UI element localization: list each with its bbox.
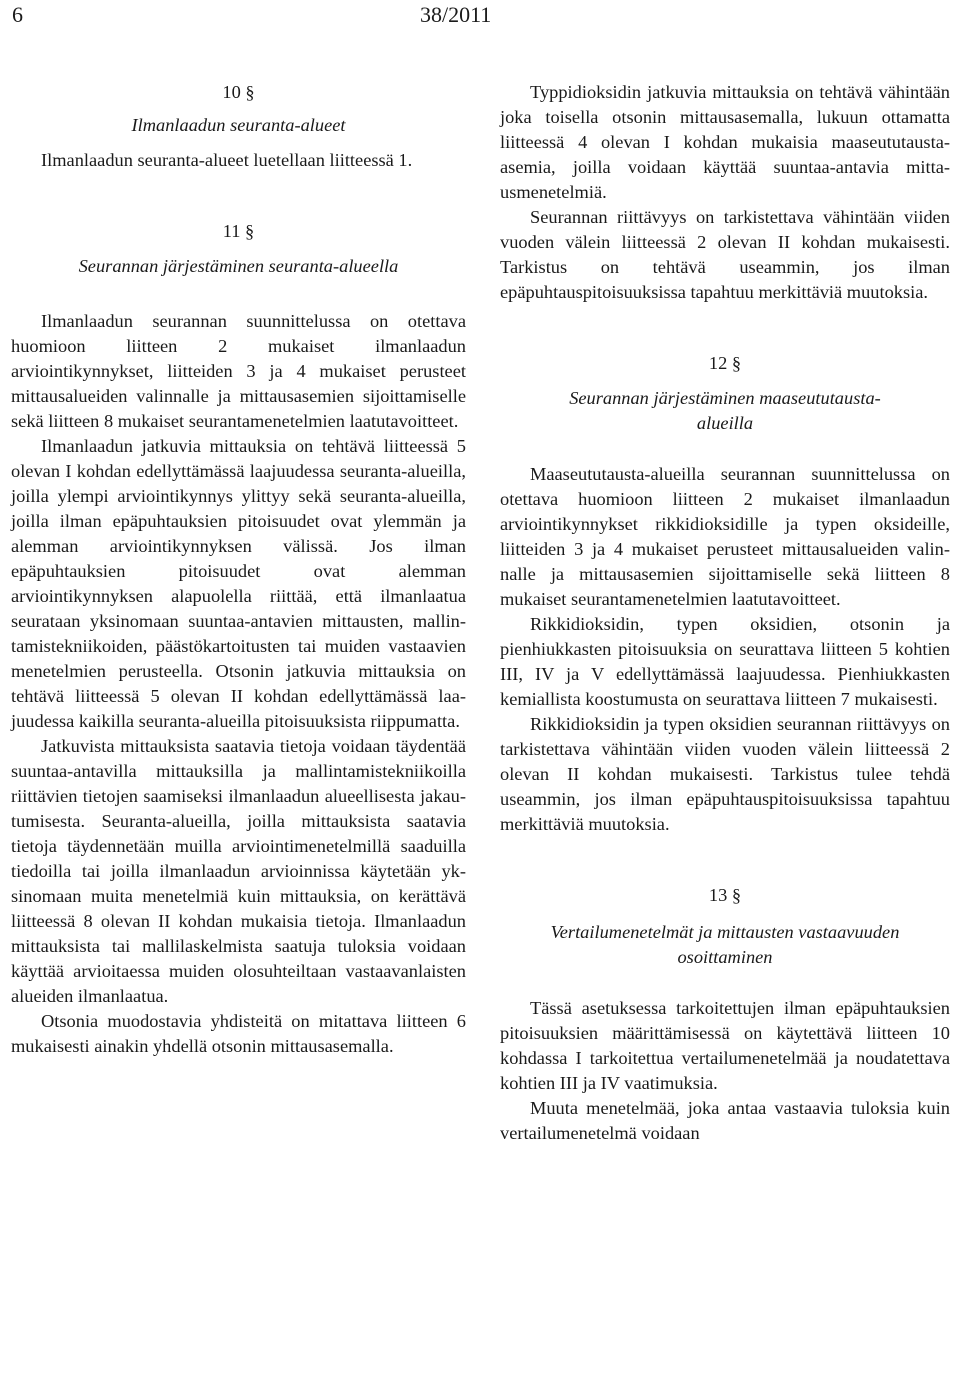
section-11-paragraph-5: Typpidioksidin jatkuvia mittauksia on tehtävä vähintään joka toisella otsonin mittausasemalla, lukuun ottamatta liitteessä 4 olevan I kohdan mukaisia maaseututausta-asemia, joilla voidaan käyttää suuntaa-antavia mittausmenetelmiä.	[500, 82, 950, 202]
section-12-paragraph-3: Rikkidioksidin ja typen oksidien seurannan riittävyys on tarkistettava vähintään viiden vuoden välein liitteessä 2 olevan II kohdan mukaisesti. Tarkistus tulee tehdä useammin, jos ilman epäpuhtauspitoisuuksissa tapahtuu merkittäviä muutoksia.	[500, 714, 950, 834]
section-11-heading: 11 §	[222, 221, 255, 241]
section-10-heading: 10 §	[222, 82, 255, 102]
section-13-paragraph-1: Tässä asetuksessa tarkoitettujen ilman epäpuhtauksien pitoisuuksien määrittämisessä on käytettävä liitteen 10 kohdassa I tarkoitettua vertailumenetelmää ja noudatettava kohtien III ja IV vaatimuksia.	[500, 998, 950, 1093]
section-11-paragraph-3: Jatkuvista mittauksista saatavia tietoja voidaan täydentää suuntaa-antavilla mittauksilla ja mallintamistekniikoilla riittävien tietojen saamiseksi ilmanlaadun alueellisesta jakautumisesta. Seuranta-alueilla, joilla mittauksista saatavia tietoja täydennetään muilla arviointimenetelmillä saaduilla tiedoilla tai joilla ilmanlaadun arvioinnissa käytetään yksinomaan muita menetelmiä kuin mittauksia, on kerättävä liitteessä 8 olevan II kohdan mukaisia tietoja. Ilmanlaadun mittauksista tai mallilaskelmista saatuja tuloksia voidaan käyttää arvioitaessa muiden olosuhteiltaan vastaavanlaisten alueiden ilmanlaatua.	[11, 736, 466, 1006]
page-header	[0, 0, 960, 34]
section-11-paragraph-2: Ilmanlaadun jatkuvia mittauksia on tehtävä liitteessä 5 olevan I kohdan edellyttämässä laajuudessa seuranta-alueilla, joilla ylempi arviointikynnys ylittyy sekä seuranta-alueilla, joilla ilman epäpuhtauksien pitoisuudet ovat ylemmän ja alemman arviointikynnyksen välissä. Jos ilman epäpuhtauksien pitoisuudet ovat alemman arviointikynnyksen alapuolella riittää, että ilmanlaatua seurataan yksinomaan suuntaa-antavien mittausten, mallintamistekniikoiden, päästökartoitusten tai muiden vastaavien menetelmien perusteella. Otsonin jatkuvia mittauksia on tehtävä liitteessä 5 olevan II kohdan edellyttämässä laajuudessa kaikilla seuranta-alueilla pitoisuuksista riippumatta.	[11, 436, 466, 731]
section-10-paragraph: Ilmanlaadun seuranta-alueet luetellaan liitteessä 1.	[41, 150, 413, 170]
section-13-paragraph-2: Muuta menetelmää, joka antaa vastaavia tuloksia kuin vertailumenetelmä voidaan	[500, 1098, 950, 1143]
section-11-paragraph-4: Otsonia muodostavia yhdisteitä on mitattava liitteen 6 mukaisesti ainakin yhdellä otsonin mittausasemalla.	[11, 1011, 466, 1056]
section-12-heading: 12 §	[708, 353, 742, 373]
page-number: 6	[12, 2, 23, 27]
right-column	[500, 80, 950, 1146]
section-13-title: Vertailumenetelmät ja mittausten vastaavuuden osoittaminen	[550, 922, 900, 967]
section-10-title: Ilmanlaadun seuranta-alueet	[131, 115, 346, 135]
section-12-paragraph-1: Maaseututausta-alueilla seurannan suunnittelussa on otettava huomioon liitteen 2 mukaiset ilmanlaadun arviointikynnykset rikkidioksidille ja typen oksideille, liitteiden 3 ja 4 mukaiset perusteet mittausalueiden valinnalle ja mittausasemien sijoittamiselle sekä liitteen 8 mukaiset seurantamenetelmien laatutavoitteet.	[500, 464, 950, 609]
section-13-heading: 13 §	[708, 885, 742, 905]
section-11-paragraph-1: Ilmanlaadun seurannan suunnittelussa on otettava huomioon liitteen 2 mukaiset ilmanlaadun arviointikynnykset, liitteiden 3 ja 4 mukaiset perusteet mittausalueiden valinnalle ja mittausasemien sijoittamiselle sekä liitteen 8 mukaiset seurantamenetelmien laatutavoitteet.	[11, 311, 466, 431]
section-12-title: Seurannan järjestäminen maaseututaustaalueilla	[569, 388, 881, 433]
section-11-title: Seurannan järjestäminen seuranta-alueella	[78, 256, 399, 276]
section-11-paragraph-6: Seurannan riittävyys on tarkistettava vähintään viiden vuoden välein liitteessä 2 olevan II kohdan mukaisesti. Tarkistus on tehtävä useammin, jos ilman epäpuhtauspitoisuuksissa tapahtuu merkittäviä muutoksia.	[500, 207, 950, 302]
section-12-paragraph-2: Rikkidioksidin, typen oksidien, otsonin ja pienhiukkasten pitoisuuksia on seurattava liitteen 5 kohtien III, IV ja V edellyttämässä laajuudessa. Pienhiukkasten kemiallista koostumusta on seurattava liitteen 7 mukaisesti.	[500, 614, 950, 709]
issue-number: 38/2011	[420, 2, 492, 27]
left-column	[11, 80, 466, 1059]
